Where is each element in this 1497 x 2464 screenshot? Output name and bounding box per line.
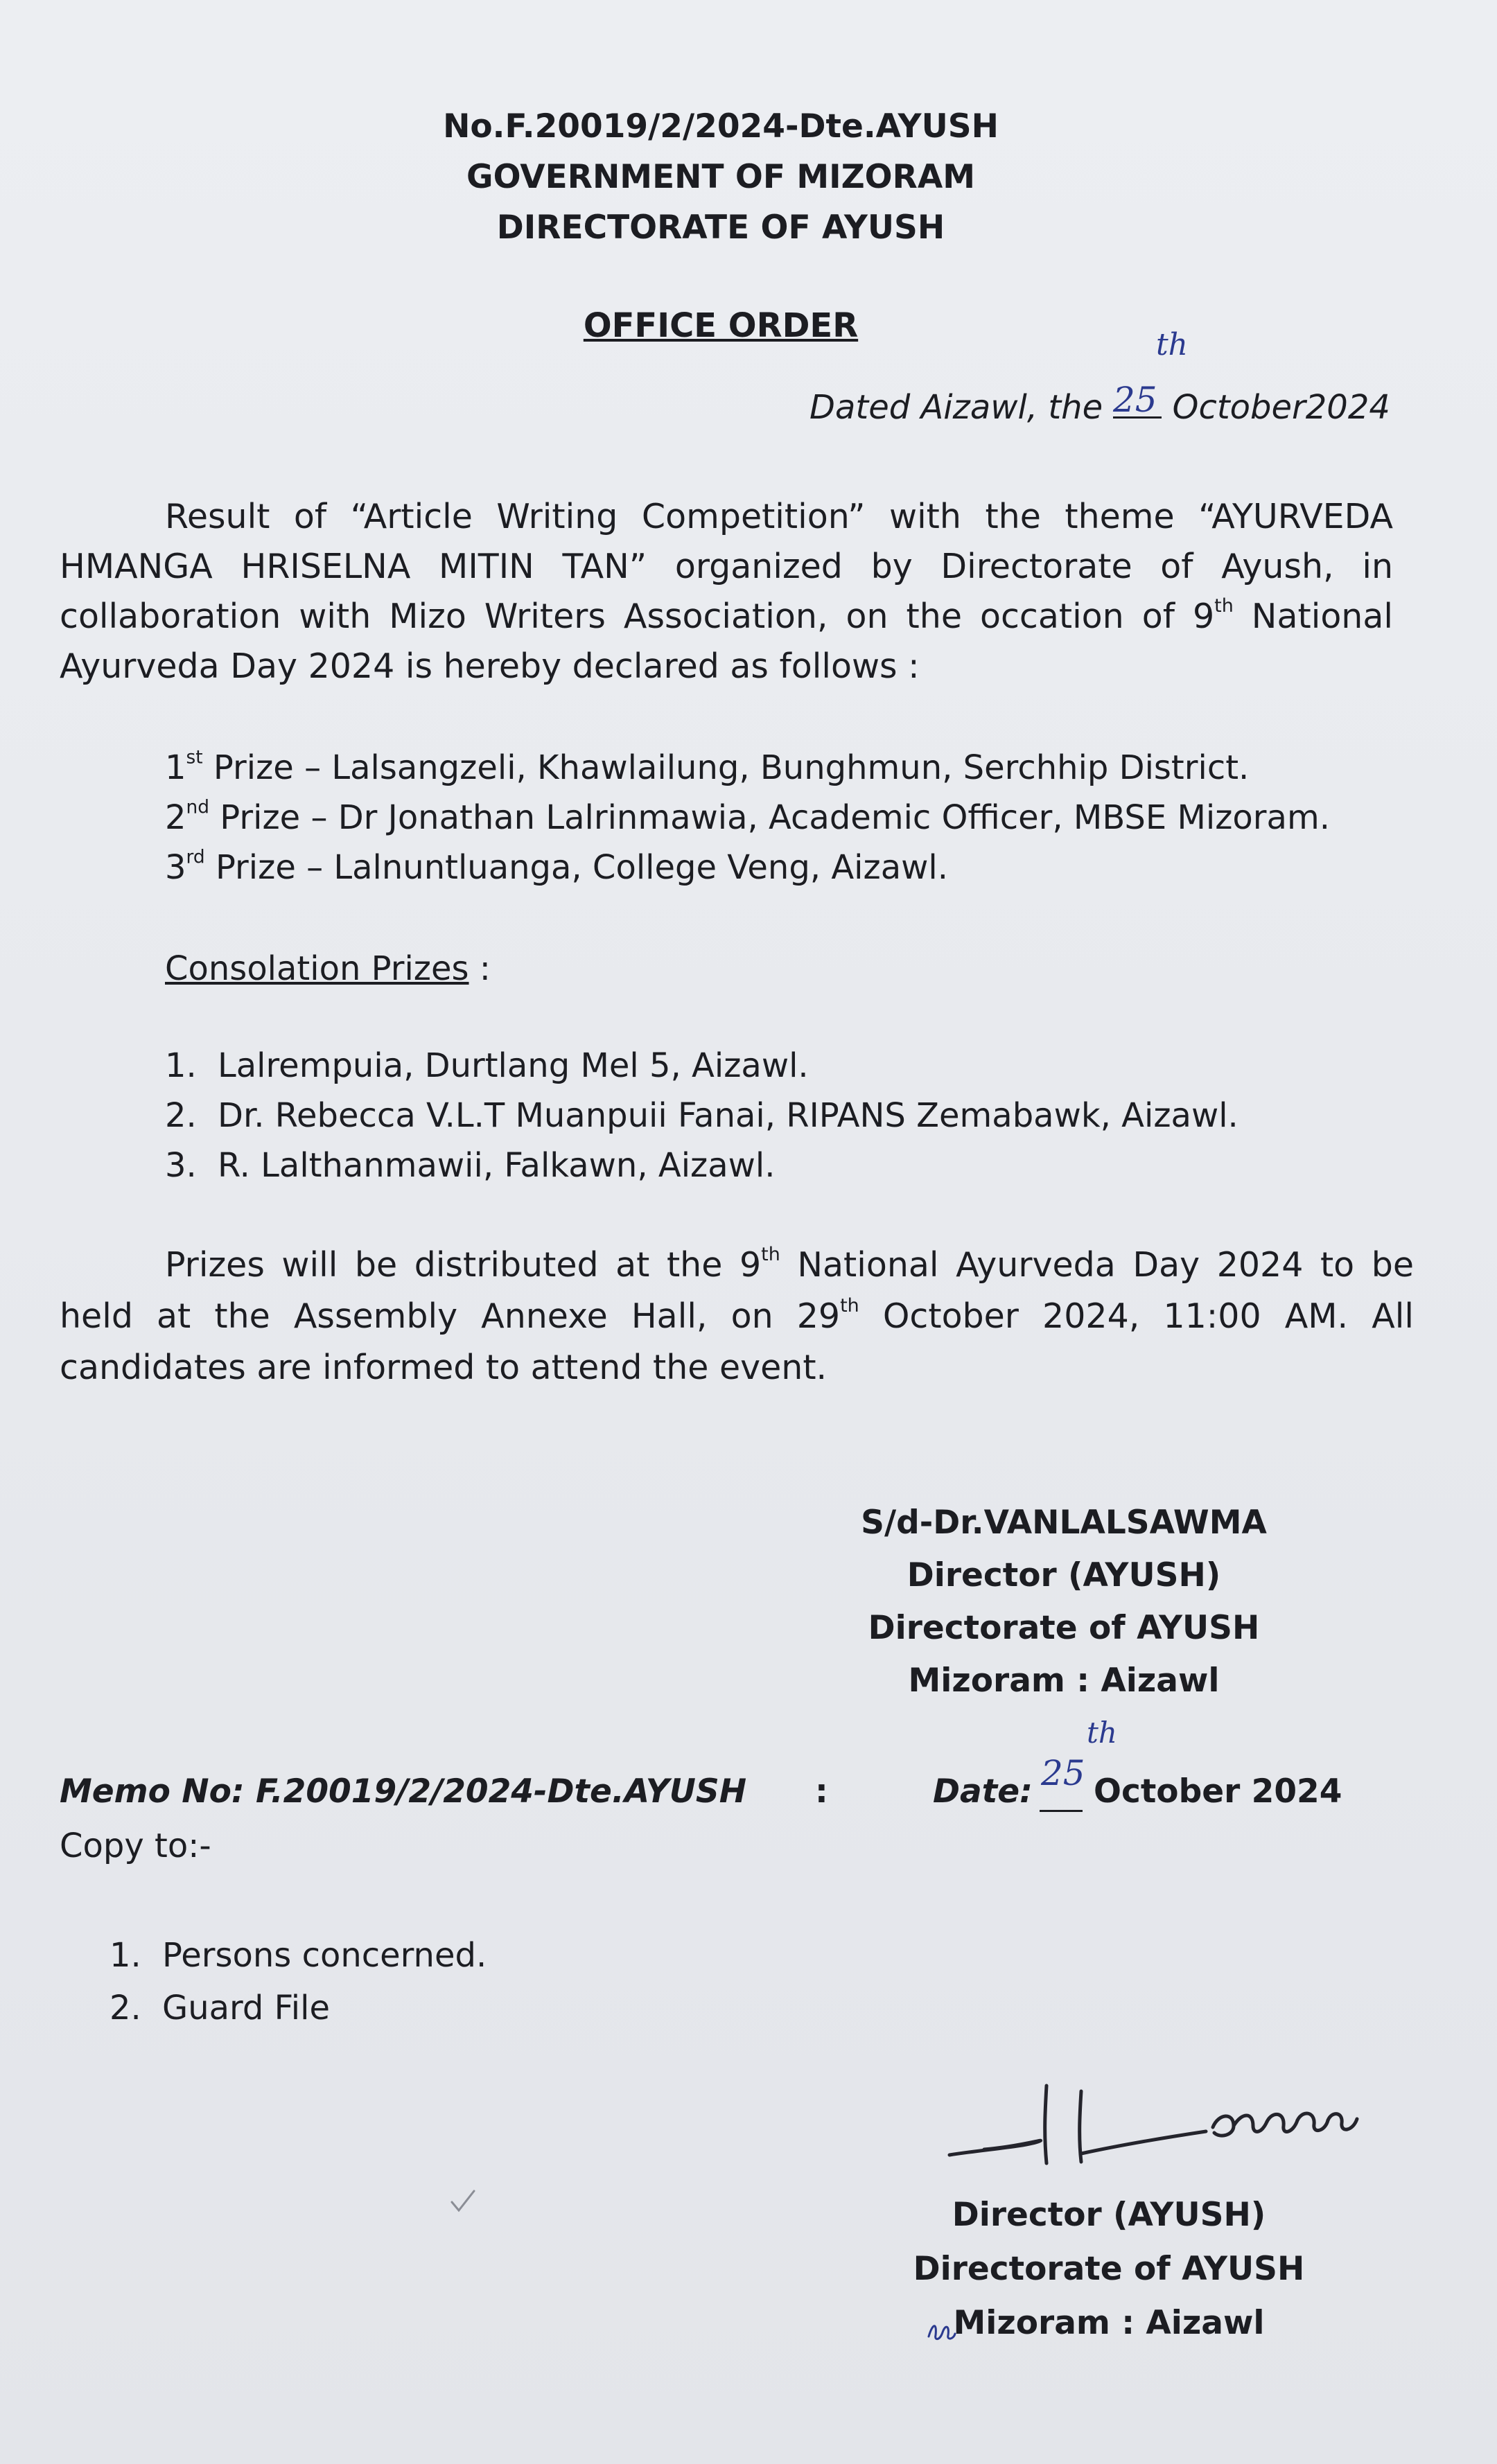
consolation-heading: [165, 949, 491, 988]
memo-colon: :: [815, 1772, 828, 1811]
memo-number: Memo No: F.20019/2/2024-Dte.AYUSH: [60, 1772, 747, 1811]
list-text: Persons concerned.: [162, 1936, 487, 1975]
dateline: [809, 388, 1390, 427]
list-item: [110, 1989, 330, 2027]
list-text: Lalrempuia, Durtlang Mel 5, Aizawl.: [218, 1046, 809, 1085]
prize-text: Prize – Lalsangzeli, Khawlailung, Bunghmun, Serchhip District.: [202, 748, 1250, 787]
memo-date-blank: [1040, 1810, 1083, 1812]
dateline-prefix: Dated Aizawl, the: [809, 388, 1103, 427]
handwritten-day-suffix: th: [1156, 327, 1189, 362]
distribution-line-2: [60, 1292, 1414, 1341]
list-item: [165, 1096, 1238, 1135]
memo-handwritten-day: 25: [1041, 1753, 1085, 1793]
prize-text: Prize – Lalnuntluanga, College Veng, Aizawl.: [204, 848, 948, 887]
distribution-l2-sup: th: [840, 1295, 859, 1317]
list-item: [165, 1046, 809, 1085]
office-order-title: OFFICE ORDER: [583, 306, 859, 345]
distribution-l2-b: October 2024, 11:00 AM. All: [859, 1296, 1414, 1336]
handwritten-day: 25: [1113, 380, 1157, 420]
government-heading: GOVERNMENT OF MIZORAM: [466, 158, 975, 196]
list-number: 3.: [165, 1146, 197, 1185]
intro-line-2: HMANGA HRISELNA MITIN TAN” organized by Directorate of Ayush, in: [60, 547, 1393, 586]
prize-item: [165, 798, 1330, 837]
intro-line-4: Ayurveda Day 2024 is hereby declared as follows :: [60, 646, 920, 686]
list-text: Dr. Rebecca V.L.T Muanpuii Fanai, RIPANS Zemabawk, Aizawl.: [218, 1096, 1238, 1135]
distribution-l2-a: held at the Assembly Annexe Hall, on 29: [60, 1296, 841, 1336]
consolation-heading-text: Consolation Prizes: [165, 949, 469, 988]
prize-rank: 1: [165, 748, 186, 787]
list-item: [110, 1936, 487, 1975]
intro-line-3-sup: th: [1214, 595, 1234, 617]
prize-rank: 2: [165, 798, 186, 837]
list-text: R. Lalthanmawii, Falkawn, Aizawl.: [218, 1146, 776, 1185]
intro-line-3: [60, 592, 1393, 642]
list-number: 2.: [165, 1096, 197, 1135]
distribution-l1-a: Prizes will be distributed at the 9: [165, 1245, 762, 1285]
consolation-colon: :: [469, 949, 491, 988]
signatory-directorate: Directorate of AYUSH: [868, 1609, 1260, 1647]
prize-rank: 3: [165, 848, 186, 887]
prize-rank-sup: nd: [186, 796, 210, 818]
copy-to-label: Copy to:-: [60, 1827, 211, 1865]
director-title: Director (AYUSH): [952, 2196, 1266, 2234]
prize-rank-sup: st: [186, 746, 203, 768]
signatory-title: Director (AYUSH): [907, 1556, 1221, 1594]
director-directorate: Directorate of AYUSH: [913, 2250, 1305, 2288]
intro-line-3-a: collaboration with Mizo Writers Association, on the occation of 9: [60, 597, 1215, 636]
list-text: Guard File: [162, 1989, 330, 2027]
intro-line-3-b: National: [1233, 597, 1393, 636]
checkmark-icon: [449, 2187, 477, 2215]
list-item: [165, 1146, 776, 1185]
prize-text: Prize – Dr Jonathan Lalrinmawia, Academic Officer, MBSE Mizoram.: [209, 798, 1330, 837]
signatory-name: S/d-Dr.VANLALSAWMA: [861, 1504, 1267, 1542]
memo-date-suffix: October 2024: [1094, 1772, 1342, 1811]
list-number: 1.: [110, 1936, 141, 1975]
prize-item: [165, 848, 948, 887]
distribution-line-3: candidates are informed to attend the event.: [60, 1348, 828, 1387]
prize-rank-sup: rd: [186, 846, 205, 868]
intro-line-1: Result of “Article Writing Competition” with the theme “AYURVEDA: [165, 497, 1393, 536]
dateline-suffix: October2024: [1172, 388, 1390, 427]
directorate-heading: DIRECTORATE OF AYUSH: [496, 209, 945, 247]
memo-handwritten-suffix: th: [1087, 1716, 1117, 1750]
director-location: Mizoram : Aizawl: [953, 2304, 1265, 2342]
list-number: 1.: [165, 1046, 197, 1085]
distribution-l1-b: National Ayurveda Day 2024 to be: [780, 1245, 1414, 1285]
prize-item: [165, 748, 1249, 787]
memo-date-label: Date:: [933, 1772, 1033, 1811]
file-number: No.F.20019/2/2024-Dte.AYUSH: [443, 107, 999, 146]
distribution-l1-sup: th: [761, 1244, 780, 1266]
signatory-location: Mizoram : Aizawl: [908, 1662, 1220, 1700]
handwritten-signature: [943, 2072, 1393, 2176]
distribution-line-1: [165, 1240, 1414, 1290]
list-number: 2.: [110, 1989, 141, 2027]
signature-block-1: [797, 1497, 1331, 1707]
initials-mark-icon: [926, 2316, 958, 2343]
